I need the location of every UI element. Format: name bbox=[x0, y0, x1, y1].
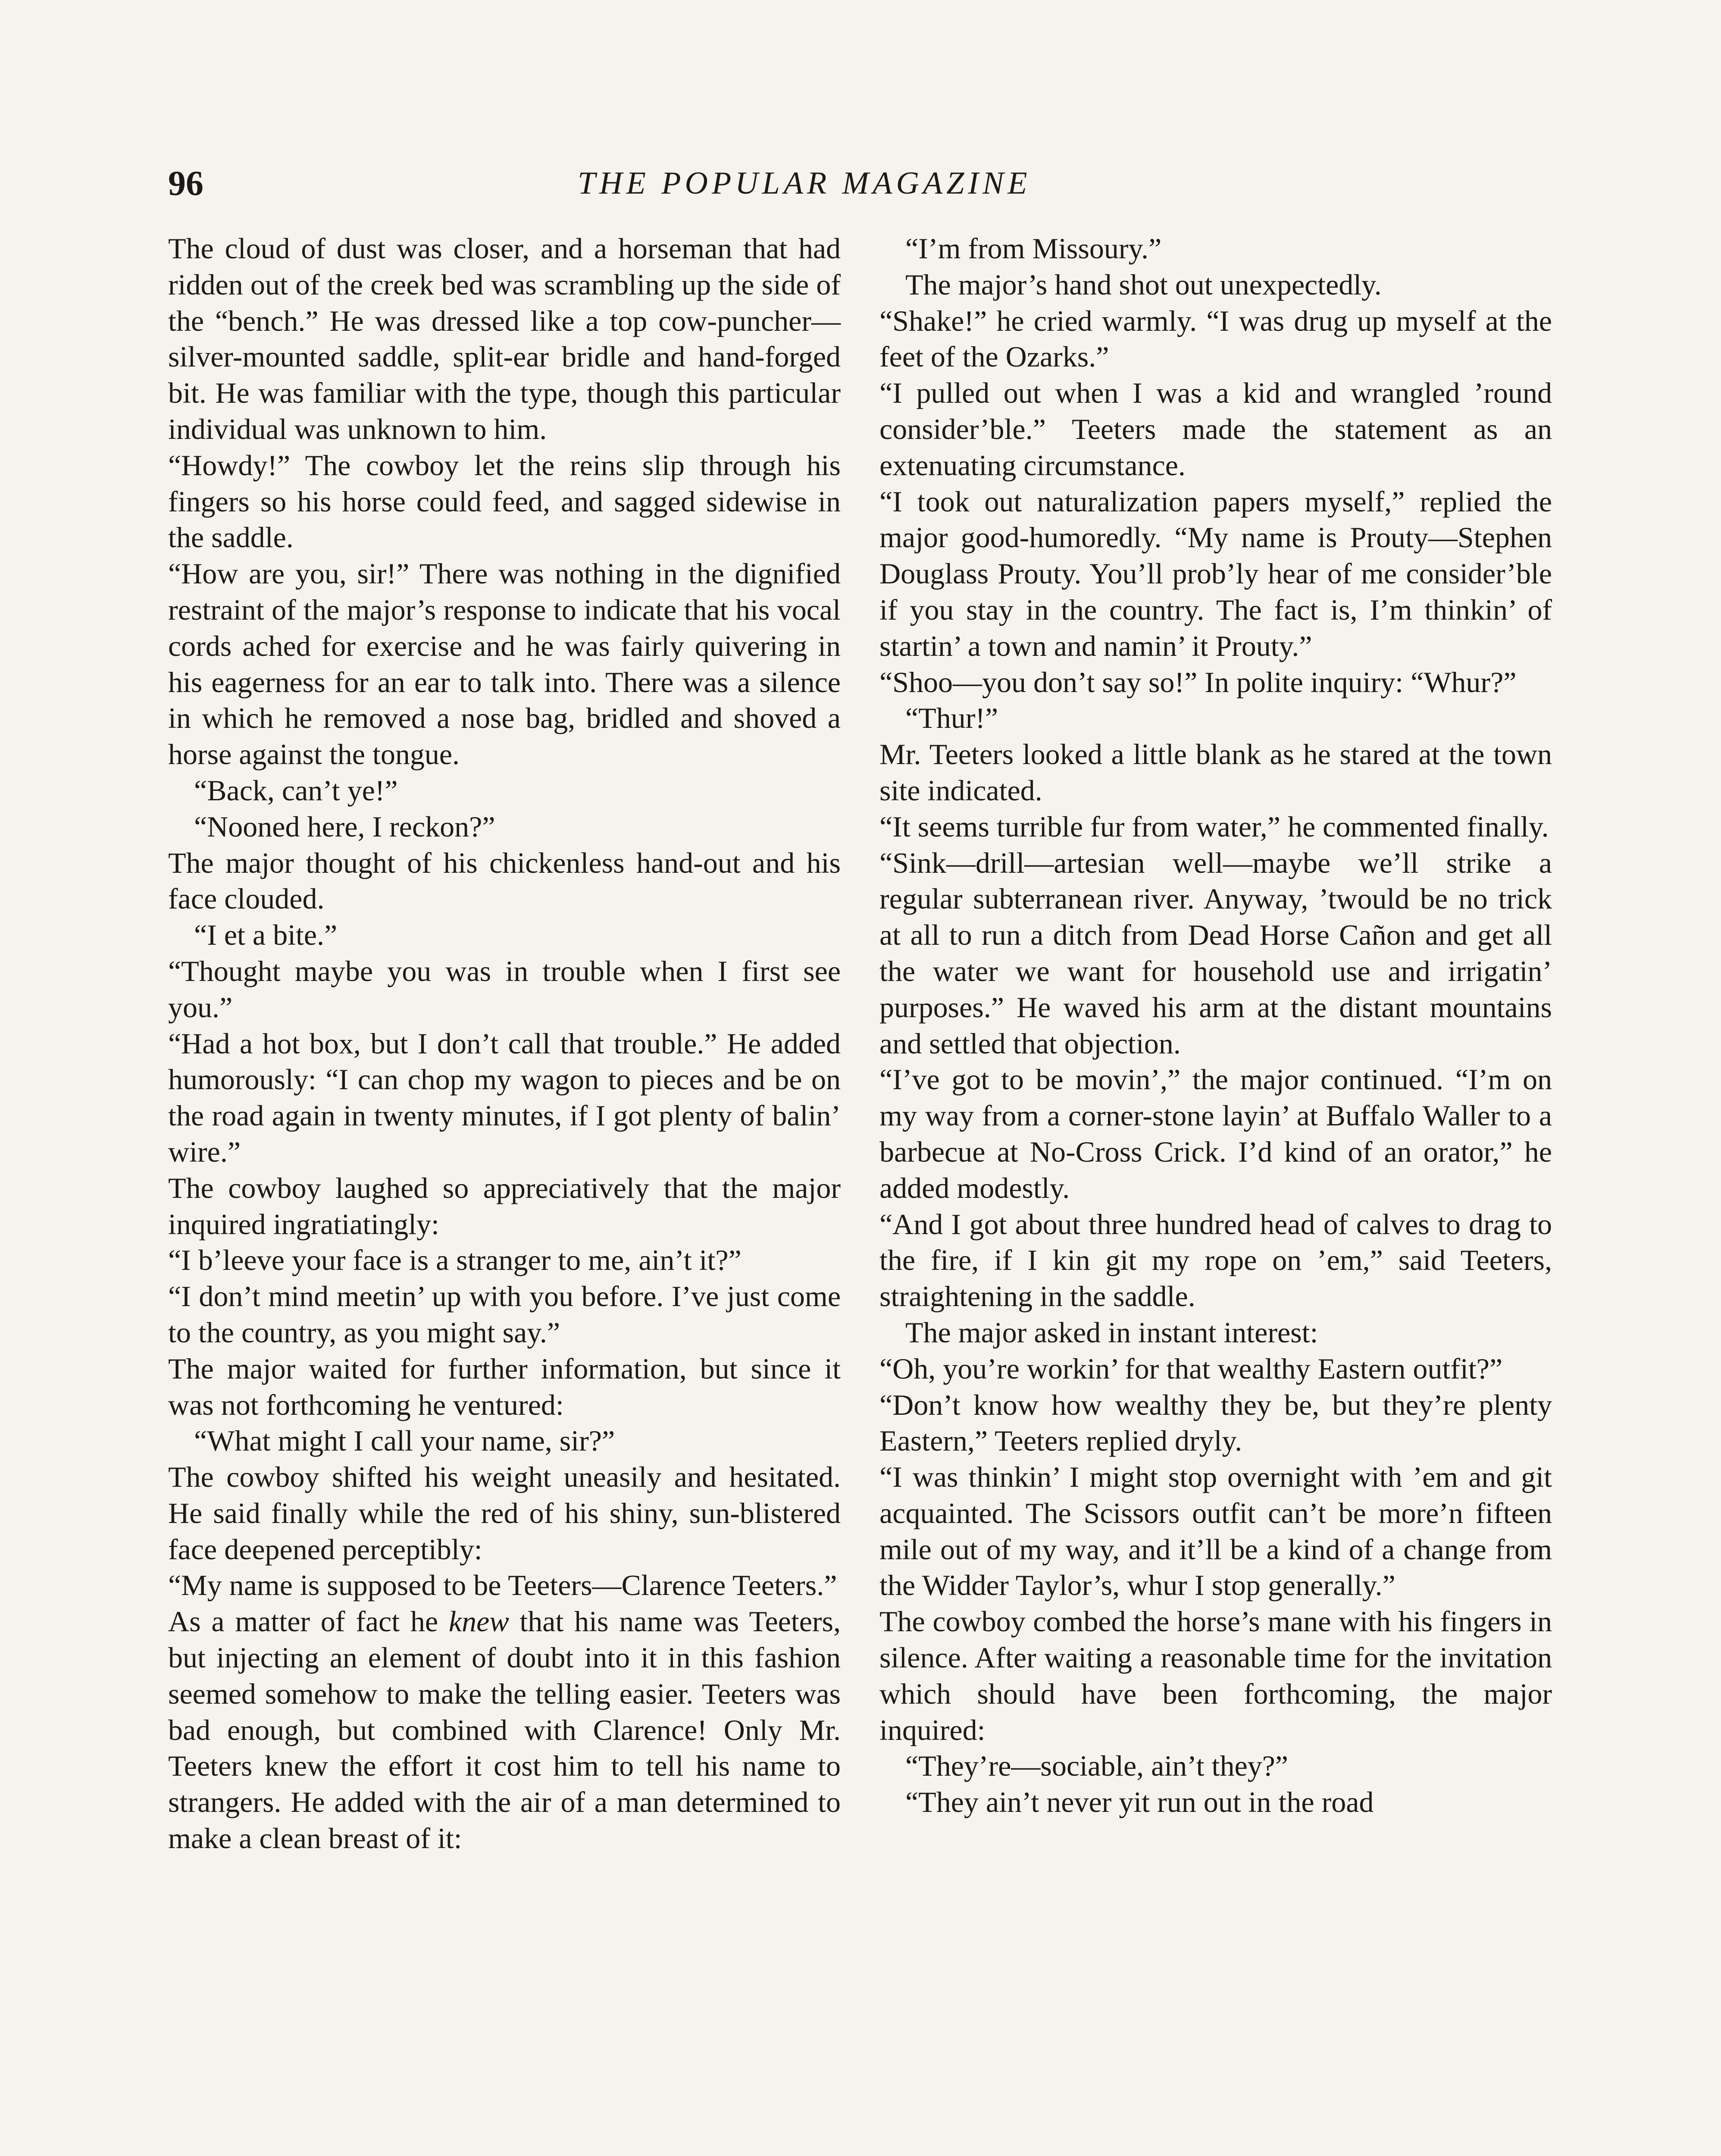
paragraph: “I b’leeve your face is a stranger to me, ain’t it?” bbox=[168, 1244, 742, 1277]
paragraph: The major waited for further information, but since it was not forthcoming he ventured: bbox=[168, 1352, 841, 1421]
paragraph: “I was thinkin’ I might stop overnight with ’em and git acquainted. The Scissors outfit can’t be more’n fifteen mile out of my way, and it’ll be a kind of a change from the Widder Taylor’s, whur I stop generally.” bbox=[879, 1460, 1552, 1602]
paragraph: “It seems turrible fur from water,” he commented finally. bbox=[879, 810, 1549, 843]
paragraph: The cloud of dust was closer, and a horseman that had ridden out of the creek bed was scrambling up the side of the “bench.” He was dressed like a top cow-puncher—silver-mounted saddle, split-ear bridle and hand-forged bit. He was familiar with the type, though this particular individual was unknown to him. bbox=[168, 232, 841, 445]
paragraph: “They’re—sociable, ain’t they?” bbox=[905, 1749, 1288, 1783]
page-header bbox=[168, 155, 1552, 211]
paragraph: Mr. Teeters looked a little blank as he stared at the town site indicated. bbox=[879, 738, 1552, 807]
paragraph: The cowboy combed the horse’s mane with his fingers in silence. After waiting a reasonable time for the invitation which should have been forthcoming, the major inquired: bbox=[879, 1605, 1552, 1746]
paragraph: “They ain’t never yit run out in the road bbox=[905, 1786, 1374, 1819]
paragraph: “Shoo—you don’t say so!” In polite inquiry: “Whur?” bbox=[879, 665, 1517, 699]
paragraph: “I took out naturalization papers myself,” replied the major good-humoredly. “My name is Prouty—Stephen Douglass Prouty. You’ll prob’ly hear of me consider’ble if you stay in the country. The fact is, I’m thinkin’ of startin’ a town and namin’ it Prouty.” bbox=[879, 485, 1552, 662]
running-head: THE POPULAR MAGAZINE bbox=[578, 166, 1031, 201]
paragraph: The major thought of his chickenless hand-out and his face clouded. bbox=[168, 846, 841, 915]
paragraph: “I et a bite.” bbox=[194, 918, 338, 952]
paragraph: “Back, can’t ye!” bbox=[194, 774, 398, 807]
paragraph: “How are you, sir!” There was nothing in the dignified restraint of the major’s response to indicate that his vocal cords ached for exercise and he was fairly quivering in his eagerness for an ear to talk into. There was a silence in which he removed a nose bag, bridled and shoved a horse against the tongue. bbox=[168, 557, 841, 771]
paragraph: “Shake!” he cried warmly. “I was drug up myself at the feet of the Ozarks.” bbox=[879, 304, 1552, 373]
paragraph: The major’s hand shot out unexpectedly. bbox=[905, 268, 1382, 301]
paragraph: “Sink—drill—artesian well—maybe we’ll strike a regular subterranean river. Anyway, ’twould be no trick at all to run a ditch from Dead Horse Cañon and get all the water we want for household use and irrigatin’ purposes.” He waved his arm at the distant mountains and settled that objection. bbox=[879, 846, 1552, 1060]
paragraph: “Had a hot box, but I don’t call that trouble.” He added humorously: “I can chop my wagon to pieces and be on the road again in twenty minutes, if I got plenty of balin’ wire.” bbox=[168, 1027, 841, 1168]
left-column bbox=[168, 231, 841, 1857]
paragraph: “I’ve got to be movin’,” the major continued. “I’m on my way from a corner-stone layin’ at Buffalo Waller to a barbecue at No-Cross Crick. I’d kind of an orator,” he added modestly. bbox=[879, 1063, 1552, 1204]
paragraph: “Nooned here, I reckon?” bbox=[194, 810, 495, 843]
paragraph: “Thought maybe you was in trouble when I first see you.” bbox=[168, 954, 841, 1024]
paragraph: As a matter of fact he knew that his name was Teeters, but injecting an element of doubt into it in this fashion seemed somehow to make the telling easier. Teeters was bad enough, but combined with Clarence! Only Mr. Teeters knew the effort it cost him to tell his name to strangers. He added with the air of a man determined to make a clean breast of it: bbox=[168, 1605, 841, 1855]
paragraph: “I don’t mind meetin’ up with you before. I’ve just come to the country, as you might say.” bbox=[168, 1280, 841, 1349]
paragraph: The major asked in instant interest: bbox=[905, 1316, 1318, 1349]
paragraph: “What might I call your name, sir?” bbox=[194, 1424, 615, 1457]
page-number: 96 bbox=[168, 163, 203, 203]
paragraph: “I’m from Missoury.” bbox=[905, 232, 1162, 265]
emphasis: knew bbox=[448, 1605, 509, 1638]
paragraph: “I pulled out when I was a kid and wrangled ’round consider’ble.” Teeters made the statement as an extenuating circumstance. bbox=[879, 376, 1552, 482]
paragraph: “Don’t know how wealthy they be, but they’re plenty Eastern,” Teeters replied dryly. bbox=[879, 1388, 1552, 1457]
paragraph: “Thur!” bbox=[905, 702, 998, 735]
paragraph: “My name is supposed to be Teeters—Clarence Teeters.” bbox=[168, 1569, 837, 1602]
paragraph: “Oh, you’re workin’ for that wealthy Eastern outfit?” bbox=[879, 1352, 1503, 1385]
right-column bbox=[879, 231, 1552, 1821]
paragraph: “And I got about three hundred head of calves to drag to the fire, if I kin git my rope on ’em,” said Teeters, straightening in the saddle. bbox=[879, 1207, 1552, 1313]
paragraph: The cowboy laughed so appreciatively that the major inquired ingratiatingly: bbox=[168, 1171, 841, 1241]
paragraph: The cowboy shifted his weight uneasily and hesitated. He said finally while the red of his shiny, sun-blistered face deepened perceptibly: bbox=[168, 1460, 841, 1566]
paragraph: “Howdy!” The cowboy let the reins slip through his fingers so his horse could feed, and sagged sidewise in the saddle. bbox=[168, 448, 841, 554]
